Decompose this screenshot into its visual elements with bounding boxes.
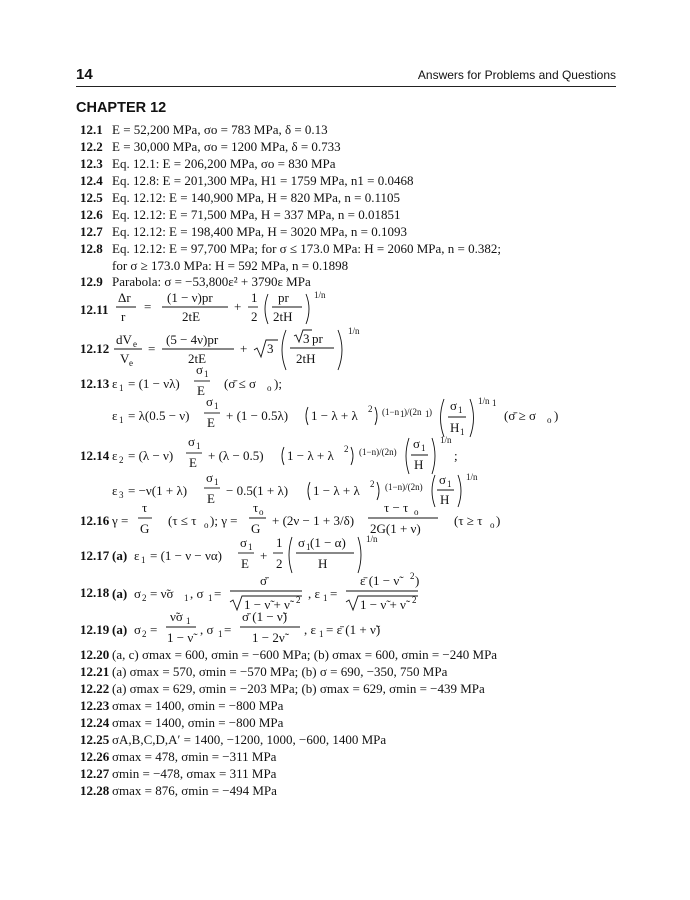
svg-text:E: E [197, 383, 205, 398]
svg-text:σ: σ [439, 472, 447, 487]
svg-text:+: + [234, 299, 242, 314]
svg-text:=: = [144, 299, 152, 314]
svg-text:): ) [415, 573, 420, 588]
svg-text:2: 2 [368, 404, 373, 414]
answer-text: σmax = 478, σmin = −311 MPa [112, 749, 277, 764]
svg-text:=: = [330, 586, 338, 601]
answer-text: (a, c) σmax = 600, σmin = −600 MPa; (b) σmax = 600, σmin = −240 MPa [112, 647, 498, 662]
svg-text:1: 1 [306, 542, 311, 552]
svg-text:1: 1 [208, 593, 213, 603]
svg-text:o: o [204, 520, 209, 530]
svg-text:= (1 − ν − να): = (1 − ν − να) [150, 548, 222, 563]
answer-line [76, 189, 400, 207]
svg-text:o: o [547, 415, 552, 425]
svg-text:1/n: 1/n [314, 290, 326, 300]
svg-text:1 − ν̃ + ν̃: 1 − ν̃ + ν̃ [244, 597, 290, 612]
svg-text:σ: σ [134, 622, 142, 637]
svg-text:=: = [214, 586, 222, 601]
svg-text:1/n: 1/n [478, 396, 490, 406]
running-title: Answers for Problems and Questions [417, 68, 616, 82]
svg-text:(a): (a) [112, 586, 128, 601]
svg-text:2: 2 [142, 629, 147, 639]
svg-text:σ: σ [240, 535, 248, 550]
svg-text:E: E [207, 491, 215, 506]
svg-text:1: 1 [319, 629, 324, 639]
answer-text: Eq. 12.12: E = 97,700 MPa; for σ ≤ 173.0 MPa: H = 2060 MPa, n = 0.382; [112, 241, 501, 256]
svg-text:2: 2 [296, 595, 301, 605]
svg-text:(1−n)/(2n): (1−n)/(2n) [359, 447, 397, 457]
answer-line [76, 765, 276, 783]
answer-number: 12.7 [80, 224, 103, 239]
svg-text:σ: σ [450, 398, 458, 413]
svg-text:1: 1 [214, 477, 219, 487]
equation-number: 12.13 [80, 376, 110, 391]
svg-text:1: 1 [196, 441, 201, 451]
answer-text: Eq. 12.12: E = 140,900 MPa, H = 820 MPa, n = 0.1105 [112, 190, 401, 205]
svg-text:); γ =: ); γ = [210, 513, 238, 528]
page-number: 14 [76, 66, 93, 83]
svg-text:(1−n)/(2n): (1−n)/(2n) [385, 482, 423, 492]
equation-number: 12.18 [80, 585, 110, 600]
svg-text:σ: σ [134, 586, 142, 601]
svg-text:1 − ν̃: 1 − ν̃ [167, 630, 194, 645]
svg-text:2G(1 + ν): 2G(1 + ν) [370, 521, 421, 536]
svg-text:1: 1 [400, 409, 405, 419]
answer-text: σmin = −478, σmax = 311 MPa [112, 766, 277, 781]
svg-text:r: r [121, 309, 126, 324]
svg-text:);: ); [274, 376, 282, 391]
svg-text:1/n: 1/n [440, 435, 452, 445]
svg-text:H: H [450, 420, 460, 435]
svg-text:+ (λ − 0.5): + (λ − 0.5) [208, 448, 264, 463]
equation-number: 12.14 [80, 448, 110, 463]
svg-text:1: 1 [276, 535, 283, 550]
svg-text:ε: ε [112, 408, 118, 423]
svg-text:o: o [267, 383, 272, 393]
equation-12-19 [112, 607, 412, 649]
svg-text:3: 3 [119, 490, 124, 500]
answer-text: (a) σmax = 570, σmin = −570 MPa; (b) σ = 690, −350, 750 MPa [112, 664, 448, 679]
svg-text:= ν̃σ: = ν̃σ [150, 586, 174, 601]
svg-text:+: + [260, 548, 268, 563]
answer-line [76, 206, 401, 224]
svg-text:1: 1 [248, 542, 253, 552]
svg-text:ε: ε [112, 483, 118, 498]
svg-text:2: 2 [410, 571, 415, 581]
answer-number: 12.23 [80, 698, 110, 713]
answer-number: 12.25 [80, 732, 110, 747]
answer-number: 12.9 [80, 274, 103, 289]
equation-12-14 [112, 432, 512, 474]
answer-text: (a) σmax = 629, σmin = −203 MPa; (b) σmax = 629, σmin = −439 MPa [112, 681, 485, 696]
svg-text:G: G [140, 521, 150, 536]
answer-number: 12.1 [80, 122, 103, 137]
svg-text:1: 1 [119, 415, 124, 425]
answer-number: 12.24 [80, 715, 110, 730]
svg-text:): ) [429, 407, 432, 417]
answer-text: σmax = 1400, σmin = −800 MPa [112, 698, 284, 713]
svg-text:1: 1 [119, 383, 124, 393]
svg-text:H: H [414, 457, 424, 472]
svg-text:2tH: 2tH [296, 351, 316, 366]
equation-number: 12.19 [80, 622, 110, 637]
svg-text:, ε: , ε [308, 586, 320, 601]
svg-text:(1−n: (1−n [382, 407, 400, 417]
svg-text:E: E [241, 556, 249, 571]
svg-text:1/n: 1/n [466, 472, 478, 482]
svg-text:τ: τ [253, 500, 259, 515]
svg-text:(a): (a) [112, 548, 128, 563]
svg-text:= (1 − νλ): = (1 − νλ) [128, 376, 180, 391]
svg-text:(σ̄ ≤ σ: (σ̄ ≤ σ [224, 376, 256, 391]
svg-text:σ: σ [196, 362, 204, 377]
svg-text:(τ ≥ τ: (τ ≥ τ [454, 513, 483, 528]
svg-text:1: 1 [218, 629, 223, 639]
svg-text:1: 1 [184, 593, 189, 603]
svg-text:pr: pr [278, 290, 289, 305]
svg-text:=: = [224, 622, 232, 637]
svg-text:2tE: 2tE [182, 309, 201, 324]
answer-number: 12.3 [80, 156, 103, 171]
svg-text:o: o [490, 520, 495, 530]
svg-text:1: 1 [460, 427, 465, 437]
answer-text: σmax = 1400, σmin = −800 MPa [112, 715, 284, 730]
svg-text:pr: pr [312, 331, 323, 346]
answer-text: Parabola: σ = −53,800ε² + 3790ε MPa [112, 274, 311, 289]
svg-text:+ (1 − 0.5λ): + (1 − 0.5λ) [226, 408, 289, 423]
answer-text: Eq. 12.12: E = 71,500 MPa, H = 337 MPa, n = 0.01851 [112, 207, 401, 222]
answer-number: 12.5 [80, 190, 103, 205]
equation-number: 12.16 [80, 513, 110, 528]
svg-text:e: e [133, 339, 137, 349]
svg-text:): ) [554, 408, 559, 423]
answer-line [76, 782, 277, 800]
svg-text:3: 3 [303, 331, 310, 346]
svg-text:σ: σ [206, 470, 214, 485]
svg-text:= −ν(1 + λ): = −ν(1 + λ) [128, 483, 188, 498]
svg-text:1: 1 [251, 290, 258, 305]
answer-number: 12.2 [80, 139, 103, 154]
svg-text:1: 1 [323, 593, 328, 603]
answer-text: σA,B,C,D,A′ = 1400, −1200, 1000, −600, 1400 MPa [112, 732, 387, 747]
svg-text:σ: σ [188, 434, 196, 449]
answer-line [76, 663, 447, 681]
svg-text:γ =: γ = [112, 513, 129, 528]
svg-text:τ: τ [142, 500, 148, 515]
svg-text:=: = [148, 341, 156, 356]
svg-text:1: 1 [214, 401, 219, 411]
svg-text:1 − λ + λ: 1 − λ + λ [313, 483, 360, 498]
answer-number: 12.20 [80, 647, 110, 662]
svg-text:o: o [414, 507, 419, 517]
answer-line [76, 680, 485, 698]
svg-text:, σ: , σ [190, 586, 204, 601]
answer-line [76, 731, 386, 749]
svg-text:1: 1 [141, 555, 146, 565]
svg-text:1: 1 [204, 369, 209, 379]
answer-line [76, 172, 414, 190]
answer-text: E = 52,200 MPa, σo = 783 MPa, δ = 0.13 [112, 122, 328, 137]
answer-line [76, 138, 341, 156]
svg-text:1: 1 [425, 409, 430, 419]
svg-text:(1 − ν)pr: (1 − ν)pr [167, 290, 213, 305]
equation-number: 12.12 [80, 341, 110, 356]
svg-text:(5 − 4ν)pr: (5 − 4ν)pr [166, 332, 219, 347]
answer-number: 12.4 [80, 173, 103, 188]
answer-line [76, 646, 497, 664]
svg-text:o: o [259, 507, 264, 517]
svg-text:σ: σ [206, 394, 214, 409]
svg-text:1/n: 1/n [348, 326, 360, 336]
svg-text:ε̄ (1 − ν̃: ε̄ (1 − ν̃ [360, 573, 400, 588]
equation-number: 12.11 [80, 302, 109, 317]
answer-number: 12.8 [80, 241, 103, 256]
svg-text:(1 − α): (1 − α) [310, 535, 346, 550]
answer-text: Eq. 12.8: E = 201,300 MPa, H1 = 1759 MPa, n1 = 0.0468 [112, 173, 414, 188]
svg-text:, ε: , ε [304, 622, 316, 637]
svg-text:V: V [120, 351, 130, 366]
svg-text:1: 1 [447, 479, 452, 489]
answer-text: σmax = 876, σmin = −494 MPa [112, 783, 277, 798]
answer-number: 12.22 [80, 681, 110, 696]
answer-number: 12.28 [80, 783, 110, 798]
svg-text:1: 1 [186, 616, 191, 626]
answer-number: 12.27 [80, 766, 110, 781]
svg-text:2: 2 [370, 479, 375, 489]
svg-text:2: 2 [344, 444, 349, 454]
svg-text:H: H [318, 556, 328, 571]
answer-text: Eq. 12.12: E = 198,400 MPa, H = 3020 MPa, n = 0.1093 [112, 224, 407, 239]
svg-text:=: = [150, 622, 158, 637]
svg-text:(τ ≤ τ: (τ ≤ τ [168, 513, 197, 528]
svg-text:1 − λ + λ: 1 − λ + λ [287, 448, 334, 463]
svg-text:1: 1 [458, 405, 463, 415]
svg-text:= λ(0.5 − ν): = λ(0.5 − ν) [128, 408, 190, 423]
svg-text:3: 3 [267, 341, 274, 356]
svg-text:e: e [129, 358, 133, 368]
chapter-title: CHAPTER 12 [76, 100, 167, 116]
svg-text:σ̄: σ̄ [260, 573, 268, 588]
svg-text:τ − τ: τ − τ [384, 500, 409, 515]
answer-line [76, 121, 328, 139]
answer-number: 12.6 [80, 207, 103, 222]
svg-text:1 − 2ν̃: 1 − 2ν̃ [252, 630, 285, 645]
svg-text:ε: ε [112, 448, 118, 463]
answer-line [76, 155, 336, 173]
svg-text:1/n: 1/n [366, 534, 378, 544]
svg-text:1 − ν̃ + ν̃: 1 − ν̃ + ν̃ [360, 597, 406, 612]
svg-text:, σ: , σ [200, 622, 214, 637]
answer-text: E = 30,000 MPa, σo = 1200 MPa, δ = 0.733 [112, 139, 341, 154]
answer-line [76, 223, 407, 241]
svg-text:): ) [496, 513, 501, 528]
svg-text:2: 2 [142, 593, 147, 603]
header-rule [76, 86, 616, 87]
svg-text:1: 1 [492, 398, 497, 408]
svg-text:2: 2 [251, 309, 258, 324]
svg-text:ε: ε [112, 376, 118, 391]
answer-number: 12.26 [80, 749, 110, 764]
svg-text:ν̃σ: ν̃σ [170, 609, 183, 624]
svg-text:E: E [207, 415, 215, 430]
svg-text:2: 2 [276, 556, 283, 571]
svg-text:(σ̄ ≥ σ: (σ̄ ≥ σ [504, 408, 536, 423]
svg-text:(a): (a) [112, 622, 128, 637]
svg-text:2tH: 2tH [273, 309, 293, 324]
equation-12-11 [112, 288, 352, 328]
svg-text:= (λ − ν): = (λ − ν) [128, 448, 174, 463]
svg-text:Δr: Δr [118, 290, 131, 305]
svg-text:E: E [189, 455, 197, 470]
svg-text:)/(2n: )/(2n [404, 407, 422, 417]
svg-text:= ε̄ (1 + ν̃): = ε̄ (1 + ν̃) [326, 622, 381, 637]
svg-text:2: 2 [412, 595, 417, 605]
svg-text:2: 2 [119, 455, 124, 465]
svg-text:H: H [440, 492, 450, 507]
svg-text:2tE: 2tE [188, 351, 207, 366]
svg-text:+: + [240, 341, 248, 356]
svg-text:σ: σ [413, 436, 421, 451]
svg-text:− 0.5(1 + λ): − 0.5(1 + λ) [226, 483, 289, 498]
answer-line [76, 748, 276, 766]
svg-text:1 − λ + λ: 1 − λ + λ [311, 408, 358, 423]
svg-text:ε: ε [134, 548, 140, 563]
svg-text:+ (2ν − 1 + 3/δ): + (2ν − 1 + 3/δ) [272, 513, 355, 528]
svg-text:σ: σ [298, 535, 306, 550]
answer-line [76, 714, 283, 732]
answer-line [76, 697, 283, 715]
svg-text:σ̄ (1 − ν̃): σ̄ (1 − ν̃) [242, 609, 288, 624]
answer-continuation: for σ ≥ 173.0 MPa: H = 592 MPa, n = 0.1898 [112, 258, 349, 273]
equation-number: 12.17 [80, 548, 110, 563]
answer-number: 12.21 [80, 664, 110, 679]
answer-line [76, 240, 501, 258]
answer-text: Eq. 12.1: E = 206,200 MPa, σo = 830 MPa [112, 156, 336, 171]
svg-text:G: G [251, 521, 261, 536]
svg-text:;: ; [454, 448, 458, 463]
svg-text:1: 1 [421, 443, 426, 453]
svg-text:dV: dV [116, 332, 132, 347]
